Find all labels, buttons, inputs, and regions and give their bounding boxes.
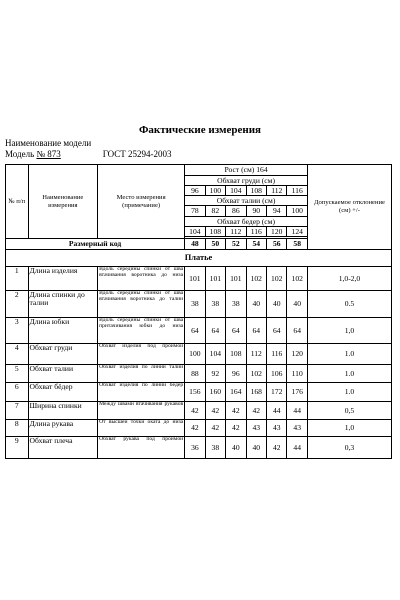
row-value: 106 [267, 365, 287, 383]
row-name: Обхват груди [28, 344, 98, 365]
row-value: 44 [287, 437, 307, 459]
size-code: 48 [185, 239, 205, 250]
size-code: 52 [226, 239, 246, 250]
row-value: 40 [226, 437, 246, 459]
chest-value: 96 [185, 186, 205, 196]
table-row [6, 365, 392, 383]
model-line [5, 149, 172, 159]
model-number: № 873 [36, 149, 61, 159]
row-place: Вдоль середины спинки от шва притачивания юбки до низа [98, 318, 185, 344]
row-value: 64 [287, 318, 307, 344]
chest-value: 116 [287, 186, 307, 196]
row-tolerance: 1.0 [307, 383, 391, 402]
row-value: 43 [287, 420, 307, 437]
row-value: 64 [246, 318, 266, 344]
row-value: 101 [226, 267, 246, 291]
row-place: Вдоль середины спинки от шва втачивания воротника до талии [98, 291, 185, 318]
row-value: 42 [185, 402, 205, 420]
row-name: Ширина спинки [28, 402, 98, 420]
row-tolerance: 1,0 [307, 318, 391, 344]
row-tolerance: 0,5 [307, 402, 391, 420]
waist-value: 90 [246, 206, 266, 217]
row-tolerance: 1,0 [307, 420, 391, 437]
row-value: 42 [205, 420, 225, 437]
row-place: Обхват изделия под проймой [98, 344, 185, 365]
row-tolerance: 1.0 [307, 365, 391, 383]
row-value: 102 [246, 267, 266, 291]
row-value: 172 [267, 383, 287, 402]
row-value: 43 [246, 420, 266, 437]
header-height: Рост (см) 164 [185, 165, 308, 176]
row-num: 4 [6, 344, 29, 365]
row-value: 102 [246, 365, 266, 383]
row-value: 44 [267, 402, 287, 420]
table-row [6, 344, 392, 365]
row-name: Длина рукава [28, 420, 98, 437]
row-value: 42 [185, 420, 205, 437]
table-row [6, 420, 392, 437]
row-num: 7 [6, 402, 29, 420]
row-value: 102 [287, 267, 307, 291]
row-value: 176 [287, 383, 307, 402]
row-value: 40 [287, 291, 307, 318]
row-place: Обхват рукава под проймой [98, 437, 185, 459]
gost-standard: ГОСТ 25294-2003 [102, 149, 172, 159]
header-name: Наименование измерения [28, 165, 98, 239]
row-value: 42 [226, 402, 246, 420]
row-value: 43 [267, 420, 287, 437]
row-place: Вдоль середины спинки от шва втачивания воротника до низа [98, 267, 185, 291]
row-value: 40 [246, 291, 266, 318]
row-name: Обхват талии [28, 365, 98, 383]
measurements-table [5, 164, 392, 459]
row-value: 92 [205, 365, 225, 383]
row-value: 101 [185, 267, 205, 291]
row-value: 42 [267, 437, 287, 459]
waist-value: 82 [205, 206, 225, 217]
table-row [6, 291, 392, 318]
row-value: 42 [226, 420, 246, 437]
row-value: 101 [205, 267, 225, 291]
size-code: 58 [287, 239, 307, 250]
row-name: Длина юбки [28, 318, 98, 344]
row-value: 42 [246, 402, 266, 420]
size-code: 54 [246, 239, 266, 250]
row-num: 8 [6, 420, 29, 437]
row-value: 38 [205, 291, 225, 318]
row-value: 40 [267, 291, 287, 318]
size-code: 56 [267, 239, 287, 250]
row-value: 160 [205, 383, 225, 402]
row-value: 116 [267, 344, 287, 365]
table-row [6, 437, 392, 459]
row-value: 64 [226, 318, 246, 344]
table-row [6, 267, 392, 291]
table-row [6, 383, 392, 402]
hip-value: 120 [267, 227, 287, 237]
row-value: 36 [185, 437, 205, 459]
waist-value: 100 [287, 206, 307, 217]
row-tolerance: 0.5 [307, 291, 391, 318]
page-title: Фактические измерения [138, 124, 262, 136]
waist-value: 78 [185, 206, 205, 217]
row-value: 168 [246, 383, 266, 402]
header-tolerance: Допускаемое отклонение (см) +/- [307, 165, 391, 250]
hip-value: 124 [287, 227, 307, 237]
chest-value: 100 [205, 186, 225, 196]
row-value: 38 [226, 291, 246, 318]
row-num: 2 [6, 291, 29, 318]
row-value: 64 [185, 318, 205, 344]
row-name: Длина спинки до талии [28, 291, 98, 318]
row-name: Обхват бёдер [28, 383, 98, 402]
row-value: 112 [246, 344, 266, 365]
row-place: Обхват изделия по линии талии [98, 365, 185, 383]
row-value: 104 [205, 344, 225, 365]
row-value: 38 [205, 437, 225, 459]
row-value: 44 [287, 402, 307, 420]
row-value: 64 [267, 318, 287, 344]
hip-value: 112 [226, 227, 246, 237]
row-name: Обхват плеча [28, 437, 98, 459]
row-value: 164 [226, 383, 246, 402]
row-tolerance: 1.0 [307, 344, 391, 365]
hip-value: 108 [205, 227, 225, 237]
header-chest: Обхват груди (см) [185, 176, 308, 186]
row-value: 120 [287, 344, 307, 365]
row-num: 5 [6, 365, 29, 383]
size-code: 50 [205, 239, 225, 250]
row-value: 42 [205, 402, 225, 420]
row-num: 1 [6, 267, 29, 291]
row-value: 40 [246, 437, 266, 459]
row-value: 38 [185, 291, 205, 318]
row-num: 9 [6, 437, 29, 459]
section-label: Платье [6, 250, 392, 267]
row-tolerance: 0,3 [307, 437, 391, 459]
header-place: Место измерения (примечание) [98, 165, 185, 239]
row-value: 100 [185, 344, 205, 365]
row-value: 64 [205, 318, 225, 344]
row-value: 110 [287, 365, 307, 383]
chest-value: 104 [226, 186, 246, 196]
waist-value: 86 [226, 206, 246, 217]
row-name: Длина изделия [28, 267, 98, 291]
chest-value: 112 [267, 186, 287, 196]
hip-value: 116 [246, 227, 266, 237]
row-place: Между швами втачивания рукавов [98, 402, 185, 420]
size-code-label: Размерный код [6, 239, 185, 250]
row-value: 108 [226, 344, 246, 365]
row-place: Обхват изделия по линии бёдер [98, 383, 185, 402]
row-num: 6 [6, 383, 29, 402]
hip-value: 104 [185, 227, 205, 237]
row-value: 96 [226, 365, 246, 383]
header-hip: Обхват бедер (см) [185, 217, 308, 227]
chest-value: 108 [246, 186, 266, 196]
row-place: От высшей точки оката до низа [98, 420, 185, 437]
row-tolerance: 1,0-2,0 [307, 267, 391, 291]
model-name-label: Наименование модели [5, 138, 92, 148]
header-waist: Обхват талии (см) [185, 196, 308, 206]
row-value: 102 [267, 267, 287, 291]
header-num: № п/п [6, 165, 29, 239]
row-num: 3 [6, 318, 29, 344]
model-label: Модель [5, 149, 35, 159]
waist-value: 94 [267, 206, 287, 217]
row-value: 156 [185, 383, 205, 402]
table-row [6, 318, 392, 344]
table-row [6, 402, 392, 420]
row-value: 88 [185, 365, 205, 383]
